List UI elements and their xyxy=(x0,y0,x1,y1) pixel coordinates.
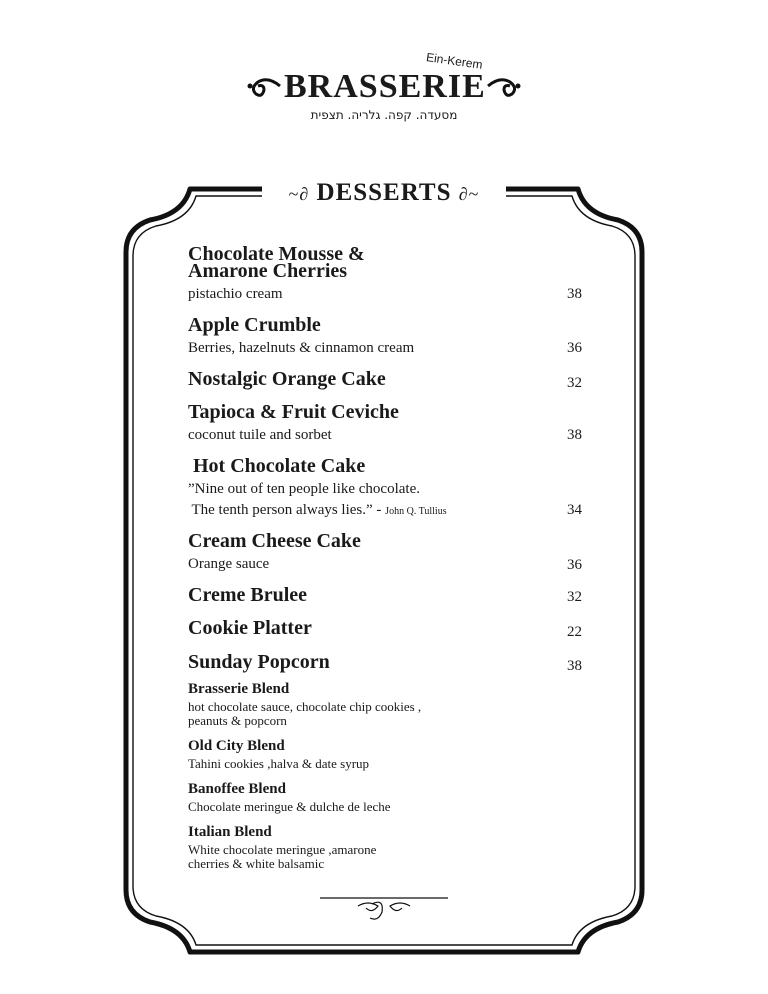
blend-name: Brasserie Blend xyxy=(188,681,290,697)
blend-name: Old City Blend xyxy=(188,738,285,754)
item-description: pistachio cream xyxy=(188,286,283,302)
item-price: 38 xyxy=(567,658,582,674)
item-name: Tapioca & Fruit Ceviche xyxy=(188,401,399,423)
item-price: 34 xyxy=(567,502,582,518)
logo-title: BRASSERIE xyxy=(284,68,486,105)
item-description: Berries, hazelnuts & cinnamon cream xyxy=(188,340,415,356)
item-price: 32 xyxy=(567,589,582,605)
quote-text: The tenth person always lies.” - xyxy=(188,502,386,518)
item-quote xyxy=(188,500,447,522)
item-name: Amarone Cherries xyxy=(188,260,348,282)
blend-description: hot chocolate sauce, chocolate chip cookies , xyxy=(188,699,422,714)
blend-description: Tahini cookies ,halva & date syrup xyxy=(188,756,370,771)
blend-description: Chocolate meringue & dulche de leche xyxy=(188,799,391,814)
item-name: Hot Chocolate Cake xyxy=(188,455,366,477)
item-quote: ”Nine out of ten people like chocolate. xyxy=(188,481,420,497)
logo-right-swirl xyxy=(486,72,524,100)
item-price: 32 xyxy=(567,375,582,391)
logo-subtitle: Ein-Kerem xyxy=(425,50,484,72)
restaurant-logo xyxy=(244,40,524,135)
item-price: 22 xyxy=(567,624,582,640)
item-name: Cookie Platter xyxy=(188,617,312,639)
section-title-text: DESSERTS xyxy=(316,179,452,206)
item-price: 38 xyxy=(567,427,582,443)
item-name: Cream Cheese Cake xyxy=(188,530,361,552)
blend-description: White chocolate meringue ,amarone xyxy=(188,842,377,857)
item-description: coconut tuile and sorbet xyxy=(188,427,332,443)
item-price: 36 xyxy=(567,340,582,356)
item-name: Chocolate Mousse & xyxy=(188,243,365,265)
bottom-flourish xyxy=(320,898,448,919)
item-description: Orange sauce xyxy=(188,556,270,572)
section-title xyxy=(262,176,506,210)
item-name: Nostalgic Orange Cake xyxy=(188,368,386,390)
item-name: Sunday Popcorn xyxy=(188,651,330,673)
item-price: 36 xyxy=(567,557,582,573)
item-price: 38 xyxy=(567,286,582,302)
quote-author: John Q. Tullius xyxy=(385,506,447,517)
item-name: Creme Brulee xyxy=(188,584,308,606)
hebrew-tagline: מסעדה. קפה. גלריה. תצפית xyxy=(310,108,458,122)
logo-left-swirl xyxy=(244,72,282,100)
blend-description: cherries & white balsamic xyxy=(188,856,325,871)
blend-name: Banoffee Blend xyxy=(188,781,286,797)
item-name: Apple Crumble xyxy=(188,314,321,336)
title-right-flourish: ∂~ xyxy=(458,184,480,204)
blend-name: Italian Blend xyxy=(188,824,272,840)
title-left-flourish: ~∂ xyxy=(288,184,310,204)
blend-description: peanuts & popcorn xyxy=(188,713,287,728)
